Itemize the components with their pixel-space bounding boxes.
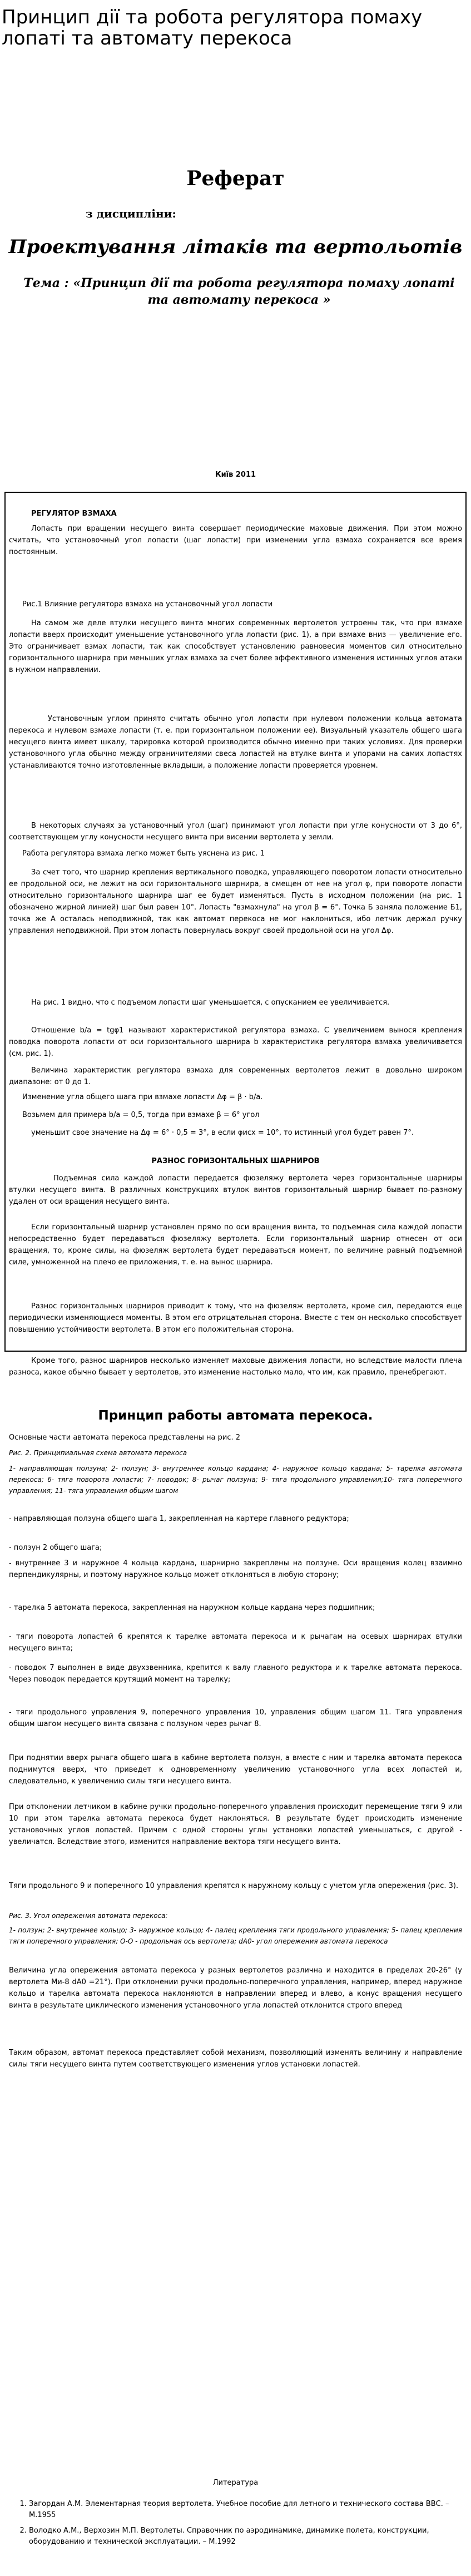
course-name: Проектування літаків та вертольотів [8, 236, 463, 258]
paragraph: На рис. 1 видно, что с подъемом лопасти шаг уменьшается, с опусканием ее увеличивается. [31, 998, 390, 1007]
paragraph: Таким образом, автомат перекоса представляет собой механизм, позволяющий изменять величину и направление силы тяги несущего винта путем соответствующего изменения углов установки лопастей. [9, 2049, 462, 2069]
report-topic: Тема : «Принцип дії та робота регулятора помаху лопаті та автомату перекоса » [23, 276, 455, 307]
paragraph: Основные части автомата перекоса представлены на рис. 2 [9, 1433, 241, 1442]
figure-caption: Рис. 2. Принципиальная схема автомата перекоса [9, 1449, 187, 1457]
paragraph: Работа регулятора взмаха легко может быть уяснена из рис. 1 [22, 849, 265, 858]
paragraph: Величина угла опережения автомата перекоса у разных вертолетов различна и находится в пределах 20-26° (у вертолета Ми-8 dА0 =21°). При отклонении ручки продольно-поперечного управления, например, вперед наружное кольцо и тарелка автомата перекоса наклоняются в направлении вперед и влево, а конус вращения несущего винта в результате циклического изменения установочного угла лопастей отклонится строго вперед [9, 1966, 462, 2010]
place-year: Київ 2011 [215, 471, 256, 479]
section-title-swashplate: Принцип работы автомата перекоса. [98, 1408, 373, 1423]
paragraph: За счет того, что шарнир крепления вертикального поводка, управляющего поворотом лопасти относительно ее продольной оси, не лежит на оси горизонтального шарнира, а смещен от нее на угол φ, при повороте лопасти относительно горизонтального шарнира шаг ее будет изменяться. Пусть в исходном положении (на рис. 1 обозначено жирной линией) шаг был равен 10°. Лопасть "взмахнула" на угол β = 6°. Точка Б заняла положение Б1, точка же А осталась неподвижной, так как автомат перекоса не мог наклониться, ибо летчик держал ручку управления неподвижной. При этом лопасть повернулась вокруг своей продольной оси на угол Δφ. [9, 868, 462, 935]
paragraph: Отношение b/a = tgφ1 называют характеристикой регулятора взмаха. С увеличением вынося крепления поводка поворота лопасти от оси горизонтального шарнира b характеристика регулятора взмаха увеличивается (см. рис. 1). [9, 1026, 462, 1058]
report-kind: Реферат [186, 167, 285, 190]
section-title-hinges: РАЗНОС ГОРИЗОНТАЛЬНЫХ ШАРНИРОВ [151, 1157, 320, 1165]
list-item: - тяги продольного управления 9, поперечного управления 10, управления общим шагом 11. Тяга управления общим шагом несущего винта связана с ползуном через рычаг 8. [9, 1708, 462, 1728]
paragraph: Величина характеристик регулятора взмаха для современных вертолетов лежит в довольно широком диапазоне: от 0 до 1. [9, 1066, 462, 1086]
paragraph: При отклонении летчиком в кабине ручки продольно-поперечного управления происходит перемещение тяги 9 или 10 при этом тарелка автомата перекоса будет наклоняться. В результате будет происходить изменение установочных углов лопастей. Причем с одной стороны углы установки лопастей уменьшаться, с другой - увеличатся. Вследствие этого, изменится направление вектора тяги несущего винта. [9, 1803, 462, 1846]
discipline-label: з дисципліни: [86, 207, 176, 220]
paragraph: Установочным углом принято считать обычно угол лопасти при нулевом положении кольца автомата перекоса и нулевом взмахе лопасти (т. е. при горизонтальном положении ее). Визуальный указатель общего шага несущего винта имеет шкалу, тарировка которой производится обычно именно при таких условиях. Для проверки установочного угла обычно между ограничителями свеса лопастей на втулке винта и упорами на самих лопастях устанавливаются точно изготовленные вкладыши, а положение лопасти проверяется уровнем. [9, 715, 462, 770]
paragraph: Кроме того, разнос шарниров несколько изменяет маховые движения лопасти, но вследствие малости плеча разноса, какое обычно бывает у вертолетов, это изменение настолько мало, что им, как правило, пренебрегают. [9, 1357, 462, 1377]
paragraph: Разнос горизонтальных шарниров приводит к тому, что на фюзеляж вертолета, кроме сил, передаются еще периодически изменяющиеся моменты. В этом его отрицательная сторона. Вместе с тем он несколько способствует повышению устойчивости вертолета. В этом его положительная сторона. [9, 1302, 462, 1334]
figure-legend: 1- ползун; 2- внутреннее кольцо; 3- наружное кольцо; 4- палец крепления тяги продольного управления; 5- палец крепления тяги поперечного управления; О-О - продольная ось вертолета; dА0- угол опережения автомата перекоса [9, 1926, 462, 1945]
list-item: - внутреннее 3 и наружное 4 кольца кардана, шарнирно закреплены на ползуне. Оси вращения колец взаимно перпендикулярны, и поэтому наружное кольцо может отклоняться в любую сторону; [9, 1559, 462, 1579]
section-title-regulator: РЕГУЛЯТОР ВЗМАХА [31, 510, 117, 518]
figure-legend: 1- направляющая ползуна; 2- ползун; 3- внутреннее кольцо кардана; 4- наружное кольцо кардана; 5- тарелка автомата перекоса; 6- тяга поворота лопасти; 7- поводок; 8- рычаг ползуна; 9- тяга продольного управления;10- тяга поперечного управления; 11- тяга управления общим шагом [9, 1465, 462, 1495]
list-item: - поводок 7 выполнен в виде двухзвенника, крепится к валу главного редуктора и к тарелке автомата перекоса. Через поводок передается крутящий момент на тарелку; [9, 1664, 462, 1684]
list-item: - тяги поворота лопастей 6 крепятся к тарелке автомата перекоса и к рычагам на осевых шарнирах втулки несущего винта; [9, 1633, 462, 1653]
literature-item: 1. Загордан А.М. Элементарная теория вертолета. Учебное пособие для летного и технического состава ВВС. – М.1955 [29, 2499, 468, 2521]
paragraph: Тяги продольного 9 и поперечного 10 управления крепятся к наружному кольцу с учетом угла опережения (рис. 3). [9, 1882, 459, 1890]
document-header: Принцип дії та робота регулятора помаху лопаті та автомату перекоса [2, 6, 423, 50]
list-item: - тарелка 5 автомата перекоса, закрепленная на наружном кольце кардана через подшипник; [9, 1604, 375, 1612]
literature-title: Литература [212, 2479, 259, 2487]
paragraph: В некоторых случаях за установочный угол (шаг) принимают угол лопасти при угле конусности от 3 до 6°, соответствующем углу конусности несущего винта при висении вертолета у земли. [9, 822, 462, 842]
formula-line: Изменение угла общего шага при взмахе лопасти Δφ = β · b/a. [22, 1093, 263, 1101]
paragraph: Если горизонтальный шарнир установлен прямо по оси вращения винта, то подъемная сила каждой лопасти непосредственно будет передаваться фюзеляжу вертолета. Если горизонтальный шарнир отнесен от оси вращения, то, кроме силы, на фюзеляж вертолета будет передаваться момент, по величине равный подъемной силе, умноженной на плечо ее приложения, т. е. на вынос шарнира. [9, 1223, 462, 1267]
paragraph: На самом же деле втулки несущего винта многих современных вертолетов устроены так, что при взмахе лопасти вверх происходит уменьшение установочного угла лопасти (рис. 1), а при взмахе вниз — увеличение его. Это ограничивает взмах лопасти, так как способствует установлению равновесия моментов сил относительно горизонтального шарнира при меньших углах взмаха за счет более эффективного изменения истинных углов атаки в нужном направлении. [9, 619, 462, 674]
literature-item: 2. Володко А.М., Верхозин М.П. Вертолеты. Справочник по аэродинамике, динамике полета, конструкции, оборудованию и технической эксплуатации. – М.1992 [29, 2525, 468, 2548]
literature-list [17, 2499, 468, 2552]
paragraph: Подъемная сила каждой лопасти передается фюзеляжу вертолета через горизонтальные шарниры втулки несущего винта. В различных конструкциях втулок винтов горизонтальный шарнир бывает по-разному удален от оси вращения несущего винта. [9, 1174, 462, 1206]
figure-caption: Рис.1 Влияние регулятора взмаха на установочный угол лопасти [22, 600, 273, 609]
paragraph: При поднятии вверх рычага общего шага в кабине вертолета ползун, а вместе с ним и тарелка автомата перекоса поднимутся вверх, что приведет к одновременному увеличению установочного угла всех лопастей и, следовательно, к увеличению силы тяги несущего винта. [9, 1754, 462, 1786]
figure-caption: Рис. 3. Угол опережения автомата перекоса: [9, 1912, 168, 1920]
list-item: - ползун 2 общего шага; [9, 1544, 102, 1552]
list-item: - направляющая ползуна общего шага 1, закрепленная на картере главного редуктора; [9, 1515, 349, 1523]
example-line: Возьмем для примера b/a = 0,5, тогда при взмахе β = 6° угол [22, 1111, 260, 1119]
paragraph: Лопасть при вращении несущего винта совершает периодические маховые движения. При этом можно считать, что установочный угол лопасти (шаг лопасти) при изменении угла взмаха сохраняется все время постоянным. [9, 525, 462, 556]
example-result: уменьшит свое значение на Δφ = 6° · 0,5 = 3°, в если φисх = 10°, то истинный угол будет равен 7°. [31, 1129, 414, 1137]
